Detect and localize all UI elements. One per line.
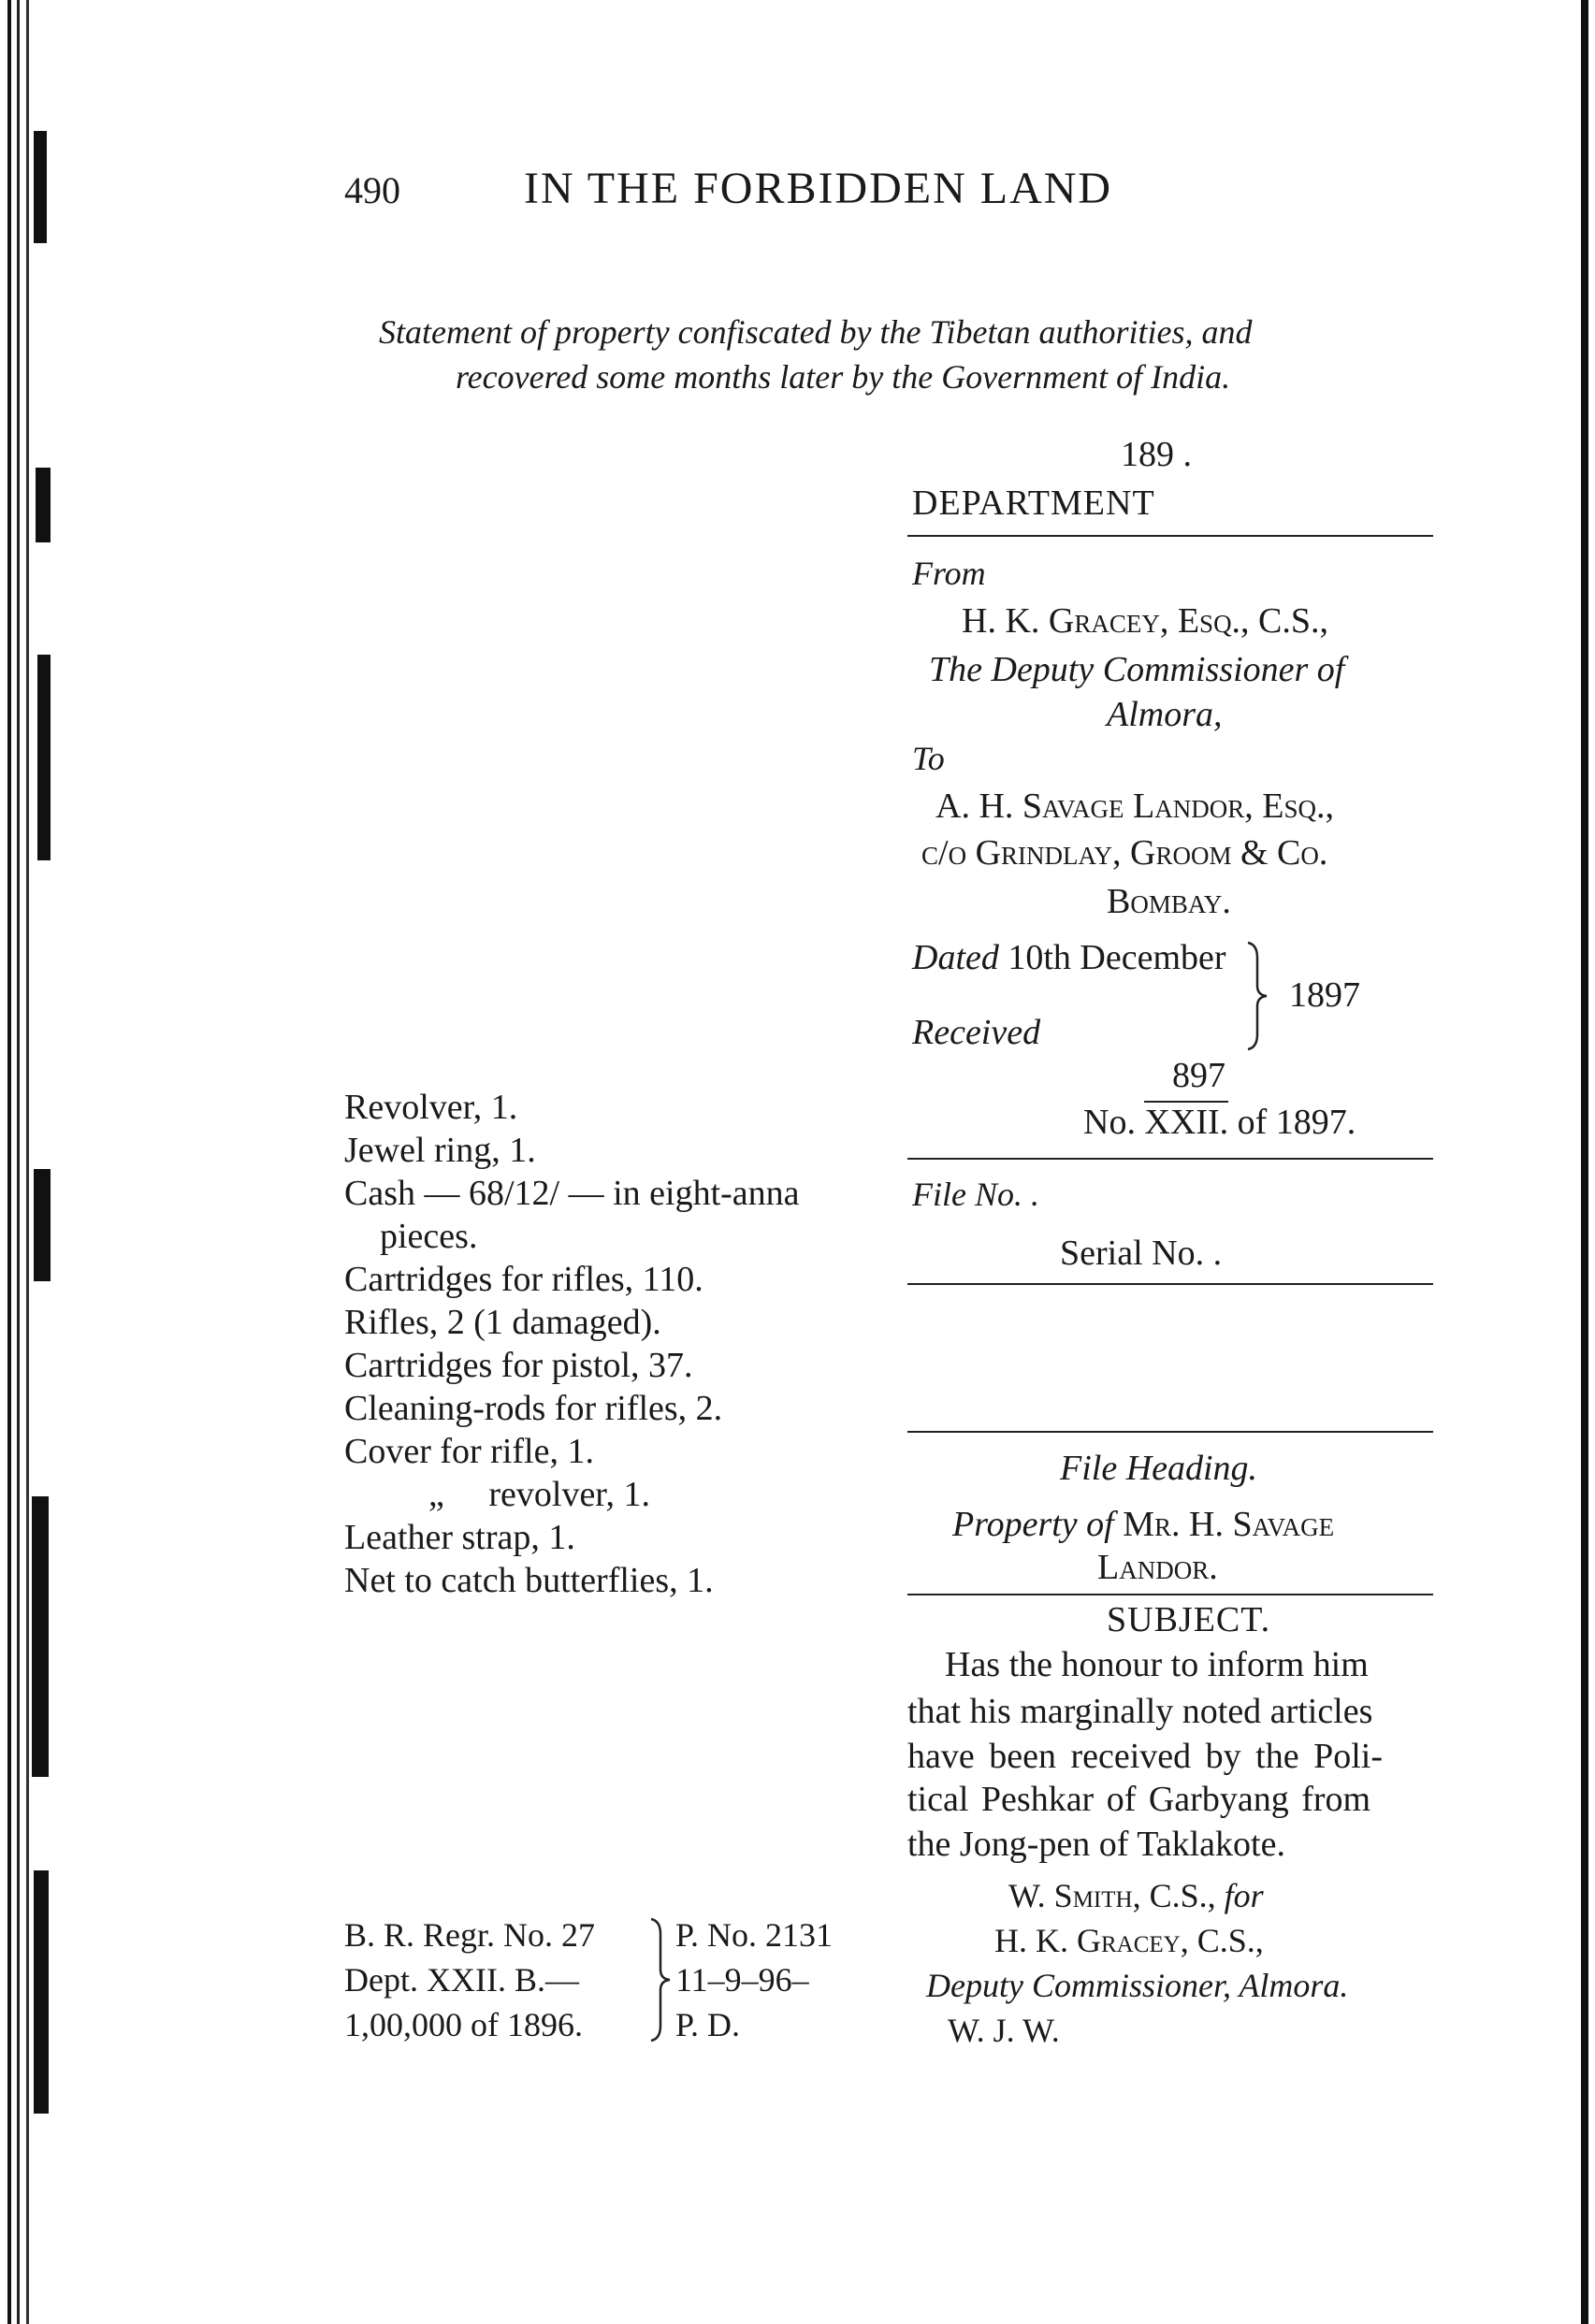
number-suffix: of 1897. [1237,1103,1356,1142]
rule-subject [907,1594,1433,1595]
list-item: pieces. [380,1217,478,1256]
subject-line-4: tical Peshkar of Garbyang from [907,1780,1371,1819]
from-name [962,600,1328,642]
subject-line-1: Has the honour to inform him [945,1645,1369,1684]
from-title-line-2: Almora, [1107,695,1223,734]
number-line [1083,1102,1356,1143]
file-heading-line-2: Landor. [1097,1548,1218,1587]
subject-line-5: the Jong-pen of Taklakote. [907,1825,1285,1864]
scan-edge-left [0,0,56,2324]
from-label: From [912,555,986,592]
dated-line [912,937,1226,978]
file-no: File No. . [912,1176,1039,1213]
signature-title: Deputy Commissioner, Almora. [926,1967,1349,2004]
list-item: Cleaning-rods for rifles, 2. [344,1389,723,1428]
register-brace [649,1917,674,2043]
to-name: A. H. Savage Landor, Esq., [935,787,1334,826]
date-brace [1244,941,1282,1051]
subject-label: SUBJECT. [1107,1600,1271,1639]
from-name-text: H. K. Gracey, Esq., C.S., [962,601,1329,641]
signature-principal: H. K. Gracey, C.S., [994,1922,1264,1959]
to-care-of: c/o Grindlay, Groom & Co. [921,833,1328,873]
caption-line-2: recovered some months later by the Government of India. [456,358,1231,396]
number-prefix: No. [1083,1103,1136,1142]
number-top: 897 [1172,1056,1225,1095]
register-right-2: 11–9–96– [675,1961,809,1999]
from-title-line-1: The Deputy Commissioner of [929,650,1345,689]
dated-value: 10th December [1008,938,1226,977]
page-number: 490 [344,169,400,211]
year-blank: 189 . [1121,435,1192,474]
register-right-1: P. No. 2131 [675,1916,834,1954]
file-heading-prefix: Property of [952,1505,1114,1544]
list-item: Rifles, 2 (1 damaged). [344,1303,661,1342]
dated-label: Dated [912,938,999,977]
received-label: Received [912,1013,1041,1052]
file-heading-label: File Heading. [1060,1449,1258,1488]
number-roman: XXII. [1144,1103,1229,1142]
register-left-2: Dept. XXII. B.— [344,1961,579,1999]
signature-initials: W. J. W. [948,2012,1060,2049]
to-label: To [912,740,945,777]
file-heading-line-1 [952,1504,1334,1545]
list-item: „ revolver, 1. [428,1475,650,1514]
signature-for: for [1224,1877,1264,1914]
signature-name: W. Smith, C.S., [1008,1877,1216,1914]
subject-line-2: that his marginally noted articles [907,1692,1373,1731]
register-left-1: B. R. Regr. No. 27 [344,1916,596,1954]
subject-line-3: have been received by the Poli- [907,1737,1383,1776]
serial-no: Serial No. . [1060,1234,1223,1273]
to-city: Bombay. [1107,882,1231,921]
register-left-3: 1,00,000 of 1896. [344,2006,583,2043]
rule-department [907,535,1433,537]
department-label: DEPARTMENT [912,484,1155,523]
rule-file-heading [907,1431,1433,1433]
list-item: Cartridges for pistol, 37. [344,1346,693,1385]
signature-line-1 [1008,1876,1264,1915]
list-item: Cash — 68/12/ — in eight-anna [344,1174,800,1213]
list-item: Cover for rifle, 1. [344,1432,594,1471]
scan-edge-right [1581,0,1588,2324]
list-item: Cartridges for rifles, 110. [344,1260,703,1299]
dated-year: 1897 [1289,975,1360,1015]
file-heading-name: Mr. H. Savage [1123,1505,1335,1544]
caption-line-1: Statement of property confiscated by the Tibetan authorities, and [379,313,1253,351]
register-right-3: P. D. [675,2006,741,2043]
running-title: IN THE FORBIDDEN LAND [524,164,1113,213]
rule-serial [907,1283,1433,1285]
list-item: Revolver, 1. [344,1088,518,1127]
list-item: Net to catch butterflies, 1. [344,1561,714,1600]
list-item: Jewel ring, 1. [344,1131,536,1170]
rule-number [907,1158,1433,1160]
list-item: Leather strap, 1. [344,1518,575,1557]
